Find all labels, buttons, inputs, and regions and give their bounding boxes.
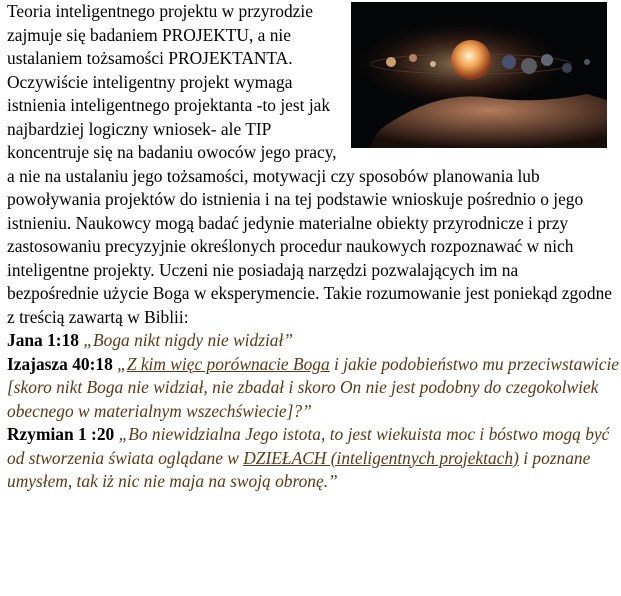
quote-izajasza: Izajasza 40:18 „Z kim więc porównacie Boga i jakie podobieństwo mu przeciwstawicie [skoro nikt Boga nie widział, nie zbadał i skoro On nie jest podobny do czegokolwiek obecnego w materialnym wszechświecie]?” — [7, 353, 620, 421]
quote-text-pre: Bo niewidzialna Jego istota, to jest wiekuista moc i bóstwo mogą być od stworzenia świata oglądane w — [7, 424, 610, 468]
quote-ref: Rzymian 1 :20 — [7, 424, 115, 444]
quote-ref: Jana 1:18 — [7, 330, 79, 350]
quote-text: i poznane umysłem, tak iż nic nie maja na swoją obronę.” — [7, 447, 591, 491]
quote-rzymian: Rzymian 1 :20 „Bo niewidzialna Jego istota, to jest wiekuista moc i bóstwo mogą być od stworzenia świata oglądane w DZIEŁACH (inteligentnych projektach) i poznane umysłem, tak iż nic nie maja na swoją obronę.” — [7, 424, 610, 491]
intro-paragraph: Teoria inteligentnego projektu w przyrodzie zajmuje się badaniem PROJEKTU, a nie ustalaniem tożsamości PROJEKTANTA. Oczywiście inteligentny projekt wymaga istnienia inteligentnego projektanta -to jest jak najbardziej logiczny wniosek- ale TIP koncentruje się na badaniu owoców jego pracy, a nie na ustalaniu jego tożsamości, motywacji czy sposobów planowania lub powoływania projektów do istnienia i na tej podstawie wnioskuje pośrednio o jego istnieniu. Naukowcy mogą badać jedynie materialne obiekty przyrodnicze i przy zastosowaniu precyzyjnie określonych procedur naukowych rozpoznawać w nich inteligentne projekty. Uczeni nie posiadają narzędzi pozwalających im na bezpośrednie użycie Boga w eksperymencie. Takie rozumowanie jest poniekąd zgodne z treścią zawartą w Biblii: — [7, 1, 612, 327]
quote-link[interactable]: DZIEŁACH (inteligentnych projektach) — [243, 447, 519, 468]
quote-jana: Jana 1:18 „Boga nikt nigdy nie widział” — [7, 330, 293, 350]
hand-holding-planets-image — [351, 2, 607, 148]
quote-ref: Izajasza 40:18 — [7, 353, 113, 374]
quote-text: Boga nikt nigdy nie widział” — [93, 330, 293, 350]
planets-illustration — [351, 2, 607, 148]
quote-text: i jakie podobieństwo mu przeciwstawicie [skoro nikt Boga nie widział, nie zbadał i skoro On nie jest podobny do czegokolwiek obecnego w materialnym wszechświecie]?” — [7, 353, 620, 421]
quote-link[interactable]: Z kim więc porównacie Boga — [126, 353, 330, 374]
